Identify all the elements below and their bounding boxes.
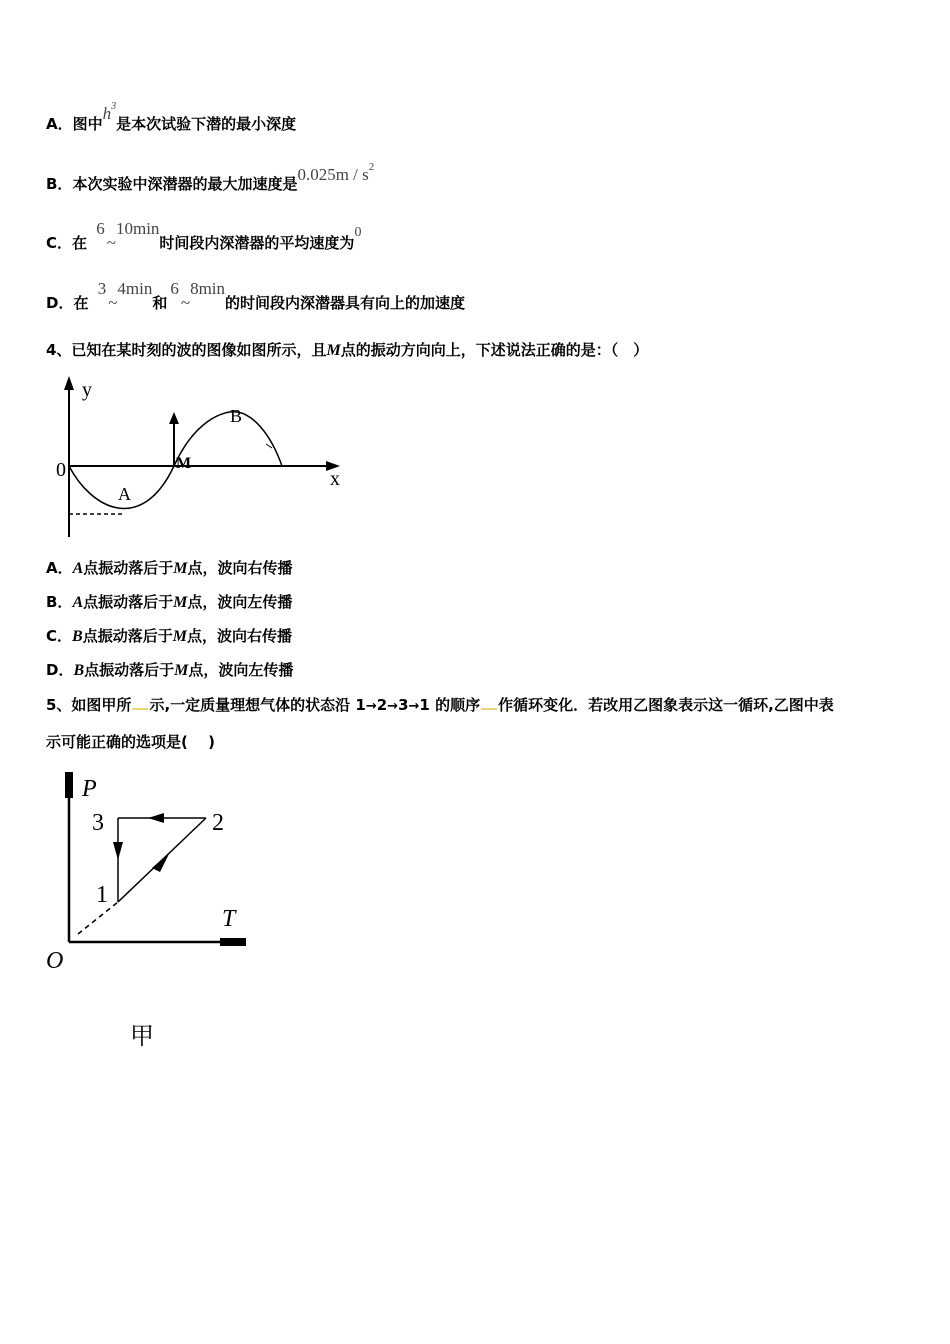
state-2-label: 2 [212,810,224,836]
q5-pt-figure [40,766,270,1056]
math-h: $h^3$ [102,101,117,123]
option-label: C． [46,234,73,252]
blank-mark [132,702,148,710]
m-velocity-arrowhead [169,412,179,424]
q4-option: A．A点振动落后于M点，波向右传播 [46,559,293,577]
x-axis-label: x [330,468,340,490]
q3-option-d: D．在 3~4min和6~8min的时间段内深潜器具有向上的加速度 [46,279,466,312]
option-label: D． [46,294,74,312]
wave-tick [266,444,272,448]
option-label: A． [46,115,73,133]
figure-caption: 甲 [130,1024,154,1050]
state-1-label: 1 [96,882,108,908]
q3-option-b: B．本次实验中深潜器的最大加速度是$0.025m / s^2$ [46,161,375,193]
origin-label: O [46,948,64,974]
t-axis-label: T [222,906,236,932]
arrow-2-3 [148,813,164,823]
point-m-label: M [176,455,192,472]
math-acceleration: $0.025m / s^2$ [297,161,375,184]
state-3-label: 3 [92,810,104,836]
q4-wave-figure [52,372,352,544]
p-axis-arrow [65,772,73,798]
q5-stem-line2: 示可能正确的选项是( ) [46,733,215,751]
point-a-label: A [118,484,131,504]
arrow-3-1 [113,842,123,860]
origin-label: 0 [56,459,66,481]
q3-option-a: A．图中$h^3$是本次试验下潜的最小深度 [46,101,297,133]
y-axis-label: y [82,379,92,401]
point-b-label: B [230,406,243,426]
arrow-1-2 [152,852,170,872]
q4-option: D．B点振动落后于M点，波向左传播 [46,661,294,679]
q5-stem-line1: 5、如图甲所 示,一定质量理想气体的状态沿 1→2→3→1 的顺序 作循环变化．若改用乙图象表示这一循环,乙图中表 [46,696,834,714]
q4-stem: 4、已知在某时刻的波的图像如图所示，且M点的振动方向向上，下述说法正确的是：（ ） [46,341,649,359]
q4-option: B．A点振动落后于M点，波向左传播 [46,593,293,611]
blank-mark [481,702,497,710]
option-label: B． [46,175,73,193]
y-axis-arrow [64,376,74,390]
t-axis-arrow [220,938,246,946]
q3-option-c: C．在 6~10min时间段内深潜器的平均速度为0 [46,219,362,252]
q4-option: C．B点振动落后于M点，波向右传播 [46,627,292,645]
p-axis-label: P [82,776,97,802]
